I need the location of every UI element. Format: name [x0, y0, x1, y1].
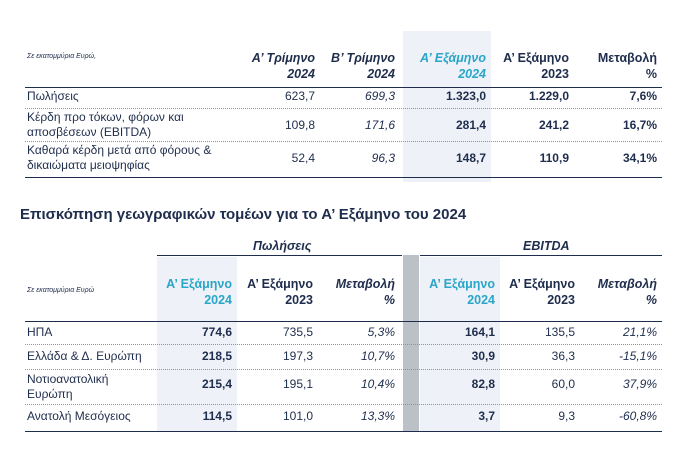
group-header-sales: Πωλήσεις	[253, 239, 312, 253]
cell: 735,5	[282, 325, 313, 339]
cell: 281,4	[455, 118, 486, 132]
cell: 7,6%	[629, 89, 657, 103]
cell: 135,5	[544, 325, 575, 339]
cell: 241,2	[538, 118, 569, 132]
cell: 13,3%	[360, 409, 395, 423]
cell: -60,8%	[618, 409, 657, 423]
cell: 218,5	[201, 349, 232, 363]
cell: 36,3	[551, 349, 575, 363]
cell: 164,1	[464, 325, 495, 339]
cell: 3,7	[478, 409, 495, 423]
cell: 623,7	[284, 89, 315, 103]
bottom-rule	[25, 177, 662, 178]
col-header-sales-h1-2024: Α’ Εξάμηνο 2024	[166, 277, 232, 307]
cell: 1.323,0	[445, 89, 486, 103]
cell: 10,4%	[360, 377, 395, 391]
col-header-h1-2024: Α’ Εξάμηνο 2024	[419, 51, 486, 81]
cell: 1.229,0	[528, 89, 569, 103]
cell: 148,7	[455, 151, 486, 165]
cell: 195,1	[282, 377, 313, 391]
row-label-sales: Πωλήσεις	[27, 89, 79, 103]
cell: 114,5	[202, 409, 232, 423]
cell: 699,3	[364, 89, 395, 103]
row-divider	[25, 369, 662, 370]
row-divider	[25, 404, 662, 405]
row-divider	[25, 344, 662, 345]
row-label-net-profit: Καθαρά κέρδη μετά από φόρους & δικαιώματα μειοψηφίας	[27, 143, 212, 172]
col-header-sales-change: Μεταβολή %	[335, 277, 395, 307]
cell: 774,6	[201, 325, 232, 339]
group-header-ebitda: EBITDA	[523, 239, 570, 253]
cell: 101,0	[282, 409, 313, 423]
cell: 21,1%	[622, 325, 657, 339]
col-header-change: Μεταβολή %	[597, 51, 657, 81]
cell: -15,1%	[618, 349, 657, 363]
row-label-ebitda: Κέρδη προ τόκων, φόρων και αποσβέσεων (EBITDA)	[27, 110, 184, 139]
cell: 5,3%	[367, 325, 395, 339]
cell: 52,4	[291, 151, 315, 165]
cell: 215,4	[201, 377, 232, 391]
header-rule	[25, 321, 662, 322]
cell: 171,6	[364, 118, 395, 132]
col-header-h1-2023: Α’ Εξάμηνο 2023	[503, 51, 569, 81]
row-label-southeast-europe: Νοτιοανατολική Ευρώπη	[27, 372, 109, 401]
col-header-sales-h1-2023: Α’ Εξάμηνο 2023	[247, 277, 313, 307]
cell: 37,9%	[622, 377, 657, 391]
row-divider	[25, 108, 662, 109]
col-header-ebitda-change: Μεταβολή %	[597, 277, 657, 307]
row-label-east-mediterranean: Ανατολή Μεσόγειος	[27, 409, 131, 423]
row-label-greece-west-europe: Ελλάδα & Δ. Ευρώπη	[27, 349, 142, 363]
cell: 82,8	[471, 377, 495, 391]
group-rule-sales	[157, 255, 402, 256]
col-header-ebitda-h1-2023: Α’ Εξάμηνο 2023	[509, 277, 575, 307]
row-divider	[25, 141, 662, 142]
unit-note: Σε εκατομμύρια Ευρώ,	[27, 53, 97, 60]
col-header-ebitda-h1-2024: Α’ Εξάμηνο 2024	[429, 277, 495, 307]
cell: 197,3	[282, 349, 313, 363]
cell: 34,1%	[622, 151, 657, 165]
col-header-q1-2024: Α’ Τρίμηνο 2024	[251, 51, 315, 81]
cell: 60,0	[551, 377, 575, 391]
cell: 109,8	[284, 118, 315, 132]
group-rule-ebitda	[420, 255, 662, 256]
cell: 9,3	[558, 409, 575, 423]
cell: 16,7%	[622, 118, 657, 132]
unit-note: Σε εκατομμύρια Ευρώ	[27, 287, 95, 294]
row-label-usa: ΗΠΑ	[27, 325, 53, 339]
col-header-q2-2024: Β’ Τρίμηνο 2024	[331, 51, 395, 81]
header-rule	[25, 87, 662, 88]
section-title: Επισκόπηση γεωγραφικών τομέων για το Α’ Εξάμηνο του 2024	[20, 206, 467, 223]
cell: 96,3	[371, 151, 395, 165]
bottom-rule	[25, 431, 662, 432]
cell: 30,9	[471, 349, 495, 363]
cell: 10,7%	[360, 349, 395, 363]
cell: 110,9	[539, 151, 569, 165]
